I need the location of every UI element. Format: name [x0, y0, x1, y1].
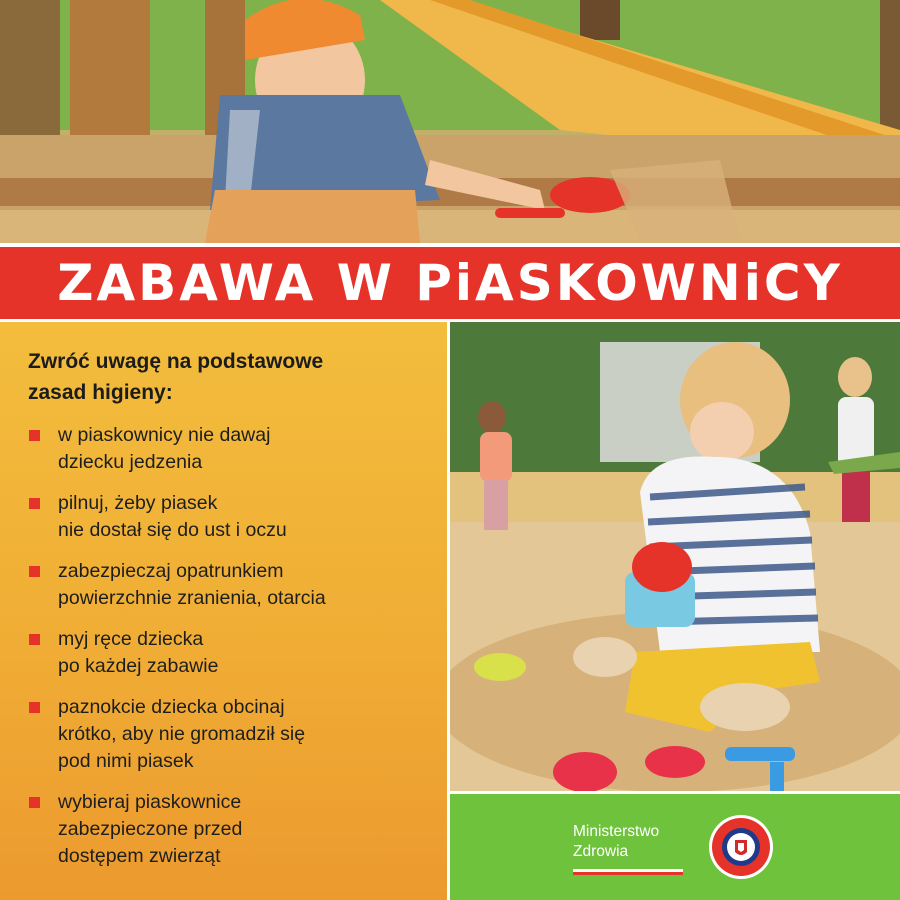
hygiene-list-item [28, 422, 427, 476]
hygiene-item-text: myj ręce dziecka [58, 628, 204, 650]
red-square-bullet-icon [29, 498, 40, 509]
red-square-bullet-icon [29, 797, 40, 808]
hygiene-item-text: zabezpieczaj opatrunkiem [58, 560, 284, 582]
title-banner [0, 247, 900, 319]
hygiene-item-text: po każdej zabawie [58, 655, 219, 677]
top-photo-illustration [0, 0, 900, 243]
red-square-bullet-icon [29, 430, 40, 441]
hygiene-item-text: nie dostał się do ust i oczu [58, 519, 287, 541]
sandbox-photo-illustration [450, 322, 900, 791]
hygiene-list-item [28, 558, 427, 612]
sandbox-photo [450, 322, 900, 791]
panel-heading-line: Zwróć uwagę na podstawowe [28, 350, 324, 373]
red-square-bullet-icon [29, 566, 40, 577]
hygiene-item-text: pilnuj, żeby piasek [58, 492, 218, 514]
sanitary-inspection-seal-icon [708, 814, 774, 880]
hygiene-item-text: paznokcie dziecka obcinaj [58, 696, 285, 718]
hygiene-list-item [28, 626, 427, 680]
hygiene-item-text: dziecku jedzenia [58, 451, 203, 473]
ministry-name-line: Zdrowia [573, 843, 629, 860]
ministry-logo-text [573, 822, 659, 862]
hygiene-list [28, 422, 427, 870]
panel-heading-line: zasad higieny: [28, 381, 173, 404]
hygiene-list-item [28, 490, 427, 544]
red-square-bullet-icon [29, 634, 40, 645]
hygiene-item-text: dostępem zwierząt [58, 845, 221, 867]
hygiene-item-text: pod nimi piasek [58, 750, 194, 772]
hygiene-item-text: w piaskownicy nie dawaj [58, 424, 271, 446]
hygiene-item-text: krótko, aby nie gromadził się [58, 723, 306, 745]
top-photo [0, 0, 900, 243]
page-title: ZABAWA W PiASKOWNiCY [57, 254, 843, 312]
ministry-name-line: Ministerstwo [573, 823, 660, 840]
red-square-bullet-icon [29, 702, 40, 713]
hygiene-list-item [28, 789, 427, 870]
hygiene-item-text: zabezpieczone przed [58, 818, 243, 840]
hygiene-panel [0, 322, 447, 900]
ministry-flag-stripe [573, 869, 683, 875]
footer [450, 794, 900, 900]
hygiene-item-text: wybieraj piaskownice [58, 791, 242, 813]
panel-heading [28, 346, 427, 408]
hygiene-item-text: powierzchnie zranienia, otarcia [58, 587, 326, 609]
hygiene-list-item [28, 694, 427, 775]
